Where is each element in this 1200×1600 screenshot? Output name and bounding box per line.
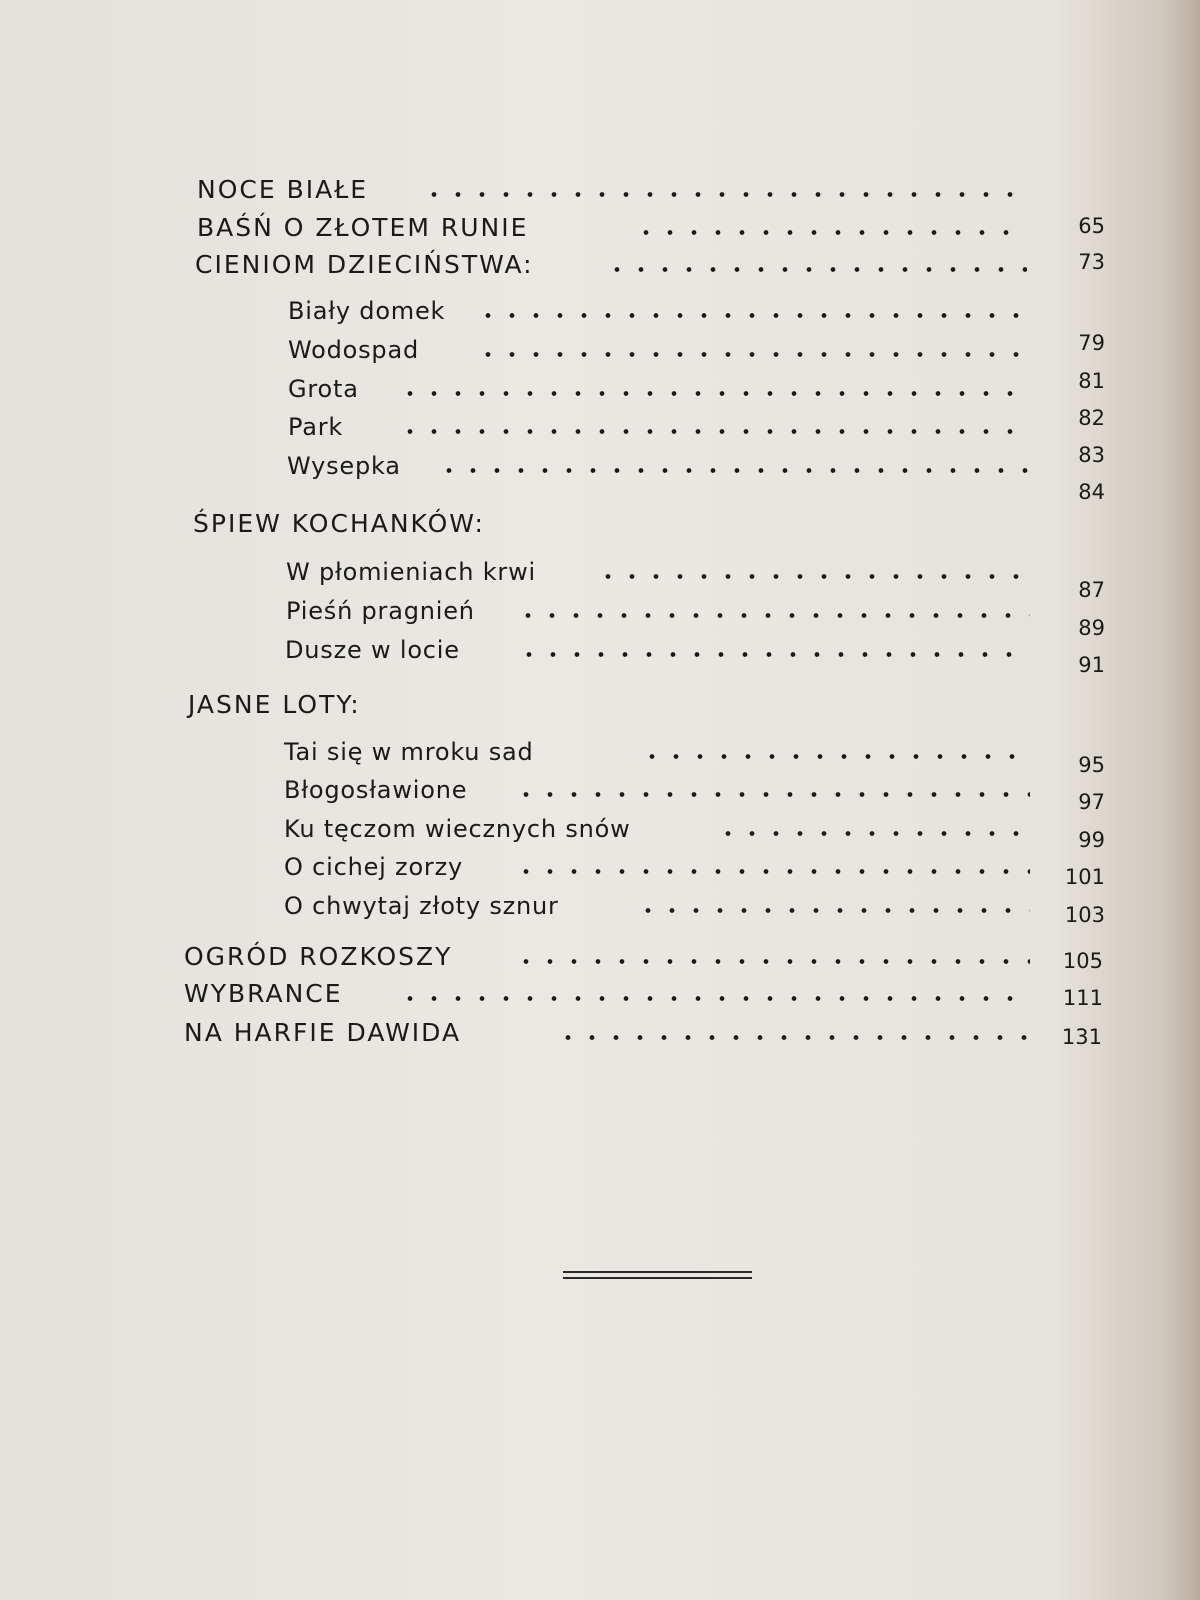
toc-entry xyxy=(184,940,1030,974)
toc-entry xyxy=(284,889,1030,923)
page-number: 84 xyxy=(1078,480,1105,504)
dot-leader xyxy=(398,429,1028,434)
dot-leader xyxy=(514,869,1030,874)
toc-entry-title: Grota xyxy=(288,375,359,403)
toc-entry-title: OGRÓD ROZKOSZY xyxy=(184,942,453,971)
toc-section-heading xyxy=(188,688,588,722)
dot-leader xyxy=(476,313,1028,318)
dot-leader xyxy=(398,996,1030,1001)
dot-leader xyxy=(422,192,1027,197)
dot-leader xyxy=(605,267,1027,272)
toc-entry-title: Tai się w mroku sad xyxy=(284,738,534,766)
toc-entry xyxy=(284,773,1030,807)
toc-entry xyxy=(286,555,1030,589)
page-number: 131 xyxy=(1061,1025,1102,1049)
toc-entry xyxy=(288,333,1028,367)
toc-entry xyxy=(288,410,1028,444)
toc-entry xyxy=(284,812,1030,846)
dot-leader xyxy=(398,391,1028,396)
toc-entry-title: Pieśń pragnień xyxy=(286,597,475,625)
toc-entry xyxy=(287,449,1028,483)
dot-leader xyxy=(517,652,1030,657)
toc-entry xyxy=(184,977,1030,1011)
toc-entry-title: BAŚŃ O ZŁOTEM RUNIE xyxy=(197,213,529,242)
dot-leader xyxy=(437,468,1028,473)
page-number: 89 xyxy=(1078,616,1105,640)
dot-leader xyxy=(716,831,1030,836)
toc-entry-title: Błogosławione xyxy=(284,776,468,804)
page-number: 79 xyxy=(1078,331,1105,355)
page-number: 83 xyxy=(1078,443,1105,467)
page-number: 82 xyxy=(1078,406,1105,430)
toc-entry-title: Wodospad xyxy=(288,336,420,364)
toc-section-heading xyxy=(195,248,1027,282)
dot-leader xyxy=(596,574,1030,579)
page-number: 87 xyxy=(1078,578,1105,602)
page-number: 97 xyxy=(1078,790,1105,814)
dot-leader xyxy=(516,613,1030,618)
toc-entry-title: Dusze w locie xyxy=(285,636,460,664)
dot-leader xyxy=(514,959,1030,964)
dot-leader xyxy=(556,1035,1030,1040)
toc-entry-title: Wysepka xyxy=(287,452,401,480)
page-number: 101 xyxy=(1064,865,1105,889)
page-number: 95 xyxy=(1078,753,1105,777)
end-rule-divider xyxy=(563,1271,752,1279)
toc-entry xyxy=(288,372,1028,406)
toc-entry xyxy=(197,211,1027,245)
toc-entry xyxy=(197,173,1027,207)
toc-entry xyxy=(285,633,1030,667)
toc-section-heading xyxy=(193,507,793,541)
toc-entry-title: WYBRANCE xyxy=(184,979,343,1008)
toc-entry-title: Biały domek xyxy=(288,297,446,325)
toc-section-title: CIENIOM DZIECIŃSTWA: xyxy=(195,250,534,279)
toc-section-title: ŚPIEW KOCHANKÓW: xyxy=(193,509,485,538)
toc-entry-title: W płomieniach krwi xyxy=(286,558,536,586)
dot-leader xyxy=(634,230,1027,235)
dot-leader xyxy=(514,792,1030,797)
dot-leader xyxy=(476,352,1028,357)
toc-entry-title: NOCE BIAŁE xyxy=(197,175,369,204)
dot-leader xyxy=(636,908,1030,913)
toc-entry xyxy=(284,735,1030,769)
toc-section-title: JASNE LOTY: xyxy=(188,690,361,719)
toc-entry-title: Ku tęczom wiecznych snów xyxy=(284,815,631,843)
toc-entry xyxy=(284,850,1030,884)
page-number: 73 xyxy=(1078,250,1105,274)
toc-entry xyxy=(288,294,1028,328)
page-number: 99 xyxy=(1078,828,1105,852)
page-number: 105 xyxy=(1062,949,1103,973)
toc-entry-title: Park xyxy=(288,413,344,441)
page-number: 91 xyxy=(1078,653,1105,677)
page-number: 103 xyxy=(1064,903,1105,927)
toc-entry-title: NA HARFIE DAWIDA xyxy=(184,1018,462,1047)
toc-entry-title: O cichej zorzy xyxy=(284,853,464,881)
page-number: 65 xyxy=(1078,214,1105,238)
page-number: 81 xyxy=(1078,369,1105,393)
toc-entry xyxy=(184,1016,1030,1050)
dot-leader xyxy=(640,754,1030,759)
toc-entry xyxy=(286,594,1030,628)
toc-entry-title: O chwytaj złoty sznur xyxy=(284,892,559,920)
page-number: 111 xyxy=(1062,986,1103,1010)
